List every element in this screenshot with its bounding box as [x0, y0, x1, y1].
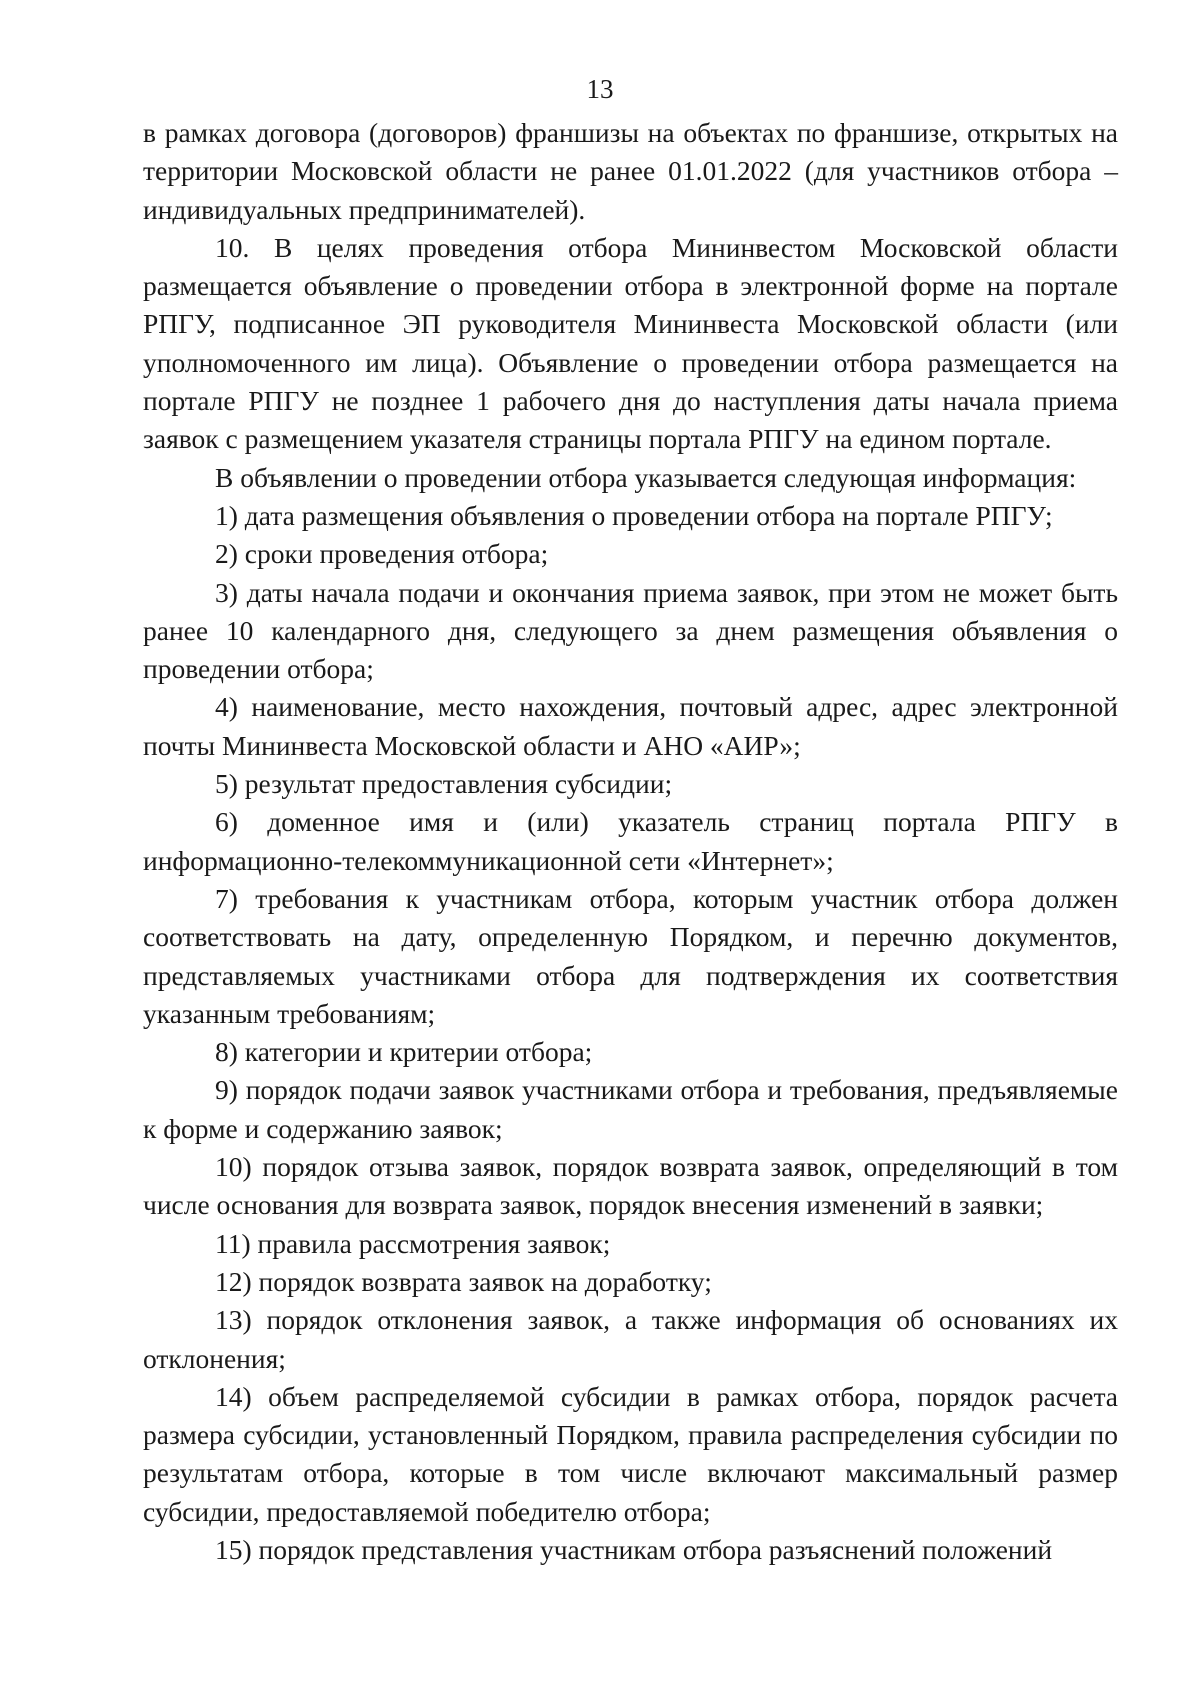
paragraph-7: 4) наименование, место нахождения, почтовый адрес, адрес электронной почты Мининвеста Московской области и АНО «АИР»;	[143, 691, 1118, 761]
paragraph-6: 3) даты начала подачи и окончания приема заявок, при этом не может быть ранее 10 календарного дня, следующего за днем размещения объявления о проведении отбора;	[143, 576, 1118, 685]
paragraph-9: 6) доменное имя и (или) указатель страниц портала РПГУ в информационно-телекоммуникационной сети «Интернет»;	[143, 806, 1118, 876]
paragraph-18: 15) порядок представления участникам отбора разъяснений положений	[215, 1533, 1053, 1565]
paragraph-11: 8) категории и критерии отбора;	[215, 1036, 593, 1068]
paragraph-14: 11) правила рассмотрения заявок;	[215, 1227, 611, 1259]
paragraph-17: 14) объем распределяемой субсидии в рамках отбора, порядок расчета размера субсидии, установленный Порядком, правила распределения субсидии по результатам отбора, которые в том числе включают максимальный размер субсидии, предоставляемой победителю отбора;	[143, 1380, 1118, 1527]
paragraph-8: 5) результат предоставления субсидии;	[215, 768, 673, 800]
paragraph-15: 12) порядок возврата заявок на доработку;	[215, 1265, 712, 1297]
paragraph-12: 9) порядок подачи заявок участниками отбора и требования, предъявляемые к форме и содержанию заявок;	[143, 1074, 1118, 1144]
paragraph-5: 2) сроки проведения отбора;	[215, 538, 549, 570]
page-number: 13	[586, 74, 614, 104]
paragraph-10: 7) требования к участникам отбора, которым участник отбора должен соответствовать на дату, определенную Порядком, и перечню документов, представляемых участниками отбора для подтверждения их соответствия указанным требованиям;	[143, 882, 1118, 1029]
paragraph-2: 10. В целях проведения отбора Мининвестом Московской области размещается объявление о проведении отбора в электронной форме на портале РПГУ, подписанное ЭП руководителя Мининвеста Московской области (или уполномоченного им лица). Объявление о проведении отбора размещается на портале РПГУ не позднее 1 рабочего дня до наступления даты начала приема заявок с размещением указателя страницы портала РПГУ на едином портале.	[143, 231, 1118, 455]
paragraph-1: в рамках договора (договоров) франшизы на объектах по франшизе, открытых на территории Московской области не ранее 01.01.2022 (для участников отбора – индивидуальных предпринимателей).	[143, 117, 1118, 225]
document-body	[143, 114, 1118, 1569]
paragraph-16: 13) порядок отклонения заявок, а также информация об основаниях их отклонения;	[143, 1304, 1118, 1374]
paragraph-13: 10) порядок отзыва заявок, порядок возврата заявок, определяющий в том числе основания для возврата заявок, порядок внесения изменений в заявки;	[143, 1151, 1118, 1221]
paragraph-3: В объявлении о проведении отбора указывается следующая информация:	[215, 461, 1077, 493]
paragraph-4: 1) дата размещения объявления о проведении отбора на портале РПГУ;	[215, 499, 1053, 531]
